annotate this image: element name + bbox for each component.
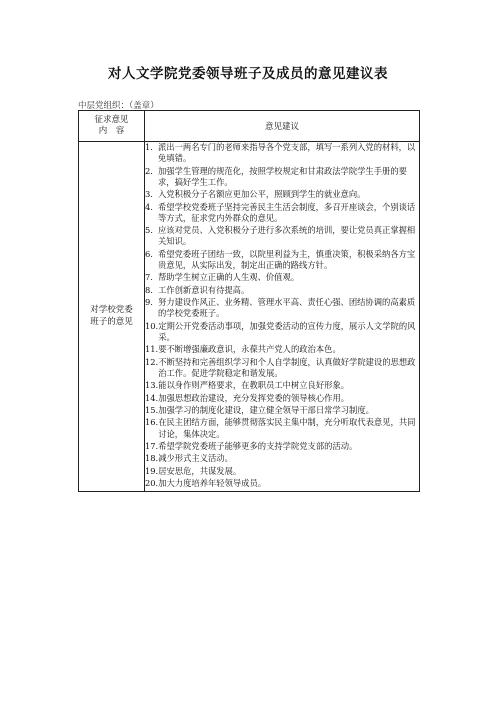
- list-item: [145, 189, 419, 200]
- list-item-text: 定期公开党委活动事项，加强党委活动的宣传力度，展示人文学院的风采。: [158, 320, 416, 342]
- list-item: [145, 466, 419, 477]
- list-item: [145, 249, 419, 271]
- list-item-text: 派出一两名专门的老师来指导各个党支部，填写一系列入党的材料，以免填错。: [158, 142, 416, 164]
- table-body-row: [79, 142, 420, 492]
- items-cell: [145, 142, 420, 492]
- list-item-number: 12.: [145, 356, 159, 367]
- list-item-text: 应该对党员、入党积极分子进行多次系统的培训，要让党员真正掌握相关知识。: [158, 225, 416, 247]
- list-item: [145, 142, 419, 164]
- list-item: [145, 478, 419, 489]
- list-item: [145, 272, 419, 283]
- list-item-text: 希望学校党委班子坚持完善民主生活会制度，多召开座谈会，个别谈话等方式，征求党内外群众的意见。: [158, 201, 416, 223]
- opinion-table: [78, 110, 420, 492]
- list-item-number: 10.: [145, 320, 159, 331]
- list-item-text: 希望学院党委班子能够更多的支持学院党支部的活动。: [158, 441, 358, 452]
- header-left-cell: [79, 111, 145, 142]
- list-item: [145, 380, 419, 391]
- list-item: [145, 344, 419, 355]
- list-item-text: 入党积极分子名额应更加公平，照顾到学生的就业意向。: [158, 189, 366, 200]
- list-item-number: 5.: [145, 225, 153, 236]
- list-item-text: 加强思想政治建设，充分发挥党委的领导核心作用。: [158, 392, 350, 403]
- list-item-text: 不断坚持和完善组织学习和个人自学制度，认真做好学院建设的思想政治工作。促进学院稳定和谐发展。: [158, 356, 416, 378]
- list-item: [145, 453, 419, 464]
- list-item-text: 工作创新意识有待提高。: [158, 284, 250, 295]
- list-item-number: 16.: [145, 417, 159, 428]
- header-right-cell: 意见建议: [145, 111, 420, 142]
- list-item-text: 希望党委班子团结一致，以院里利益为主，慎重决策，积极采纳各方宝贵意见，从实际出发，制定出正确的路线方针。: [158, 248, 416, 270]
- list-item-text: 要不断增强廉政意识，永葆共产党人的政治本色。: [158, 344, 341, 355]
- list-item-number: 19.: [145, 465, 159, 476]
- list-item-text: 居安思危，共谋发展。: [158, 465, 242, 476]
- list-item: [145, 405, 419, 416]
- header-left-line1: 征求意见: [94, 115, 129, 125]
- list-item: [145, 285, 419, 296]
- list-item-text: 努力建设作风正、业务精、管理水平高、责任心强、团结协调的高素质的学校党委班子。: [158, 297, 416, 319]
- list-item-number: 18.: [145, 453, 159, 464]
- list-item-number: 11.: [145, 344, 159, 355]
- list-item: [145, 166, 419, 188]
- list-item-text: 帮助学生树立正确的人生观、价值观。: [158, 272, 300, 283]
- list-item: [145, 393, 419, 404]
- list-item: [145, 321, 419, 343]
- list-item-text: 加大力度培养年轻领导成员。: [158, 478, 267, 489]
- list-item-number: 20.: [145, 478, 159, 489]
- row-label-cell: [79, 142, 145, 492]
- list-item-text: 能以身作则严格要求，在教职员工中树立良好形象。: [158, 380, 350, 391]
- list-item: [145, 225, 419, 247]
- list-item-text: 在民主团结方面，能够贯彻落实民主集中制，充分听取代表意见，共同讨论，集体决定。: [158, 417, 416, 439]
- list-item-number: 7.: [145, 272, 153, 283]
- list-item-number: 17.: [145, 441, 159, 452]
- list-item-number: 4.: [145, 201, 153, 212]
- list-item-number: 3.: [145, 189, 153, 200]
- table-header-row: [79, 111, 420, 142]
- suggestion-list: [145, 142, 419, 489]
- list-item-number: 8.: [145, 284, 153, 295]
- list-item-text: 减少形式主义活动。: [158, 453, 233, 464]
- org-label: 中层党组织：（盖章）: [78, 101, 159, 111]
- list-item-text: 加强学习的制度化建设，建立健全领导干部日常学习制度。: [158, 405, 374, 416]
- list-item-number: 14.: [145, 392, 159, 403]
- document-title: 对人文学院党委领导班子及成员的意见建议表: [108, 66, 388, 82]
- list-item-number: 2.: [145, 165, 153, 176]
- list-item-number: 9.: [145, 297, 153, 308]
- list-item: [145, 357, 419, 379]
- row-label-line1: 对学校党委: [90, 305, 133, 316]
- list-item: [145, 297, 419, 319]
- list-item-number: 6.: [145, 248, 153, 259]
- list-item: [145, 441, 419, 452]
- list-item-text: 加强学生管理的规范化，按照学校规定和甘肃政法学院学生手册的要求，搞好学生工作。: [158, 165, 407, 187]
- row-label-line2: 班子的意见: [90, 317, 133, 328]
- list-item: [145, 202, 419, 224]
- list-item-number: 13.: [145, 380, 159, 391]
- header-left-line2: 内 容: [98, 126, 125, 136]
- list-item: [145, 417, 419, 439]
- list-item-number: 15.: [145, 405, 159, 416]
- list-item-number: 1.: [145, 142, 153, 152]
